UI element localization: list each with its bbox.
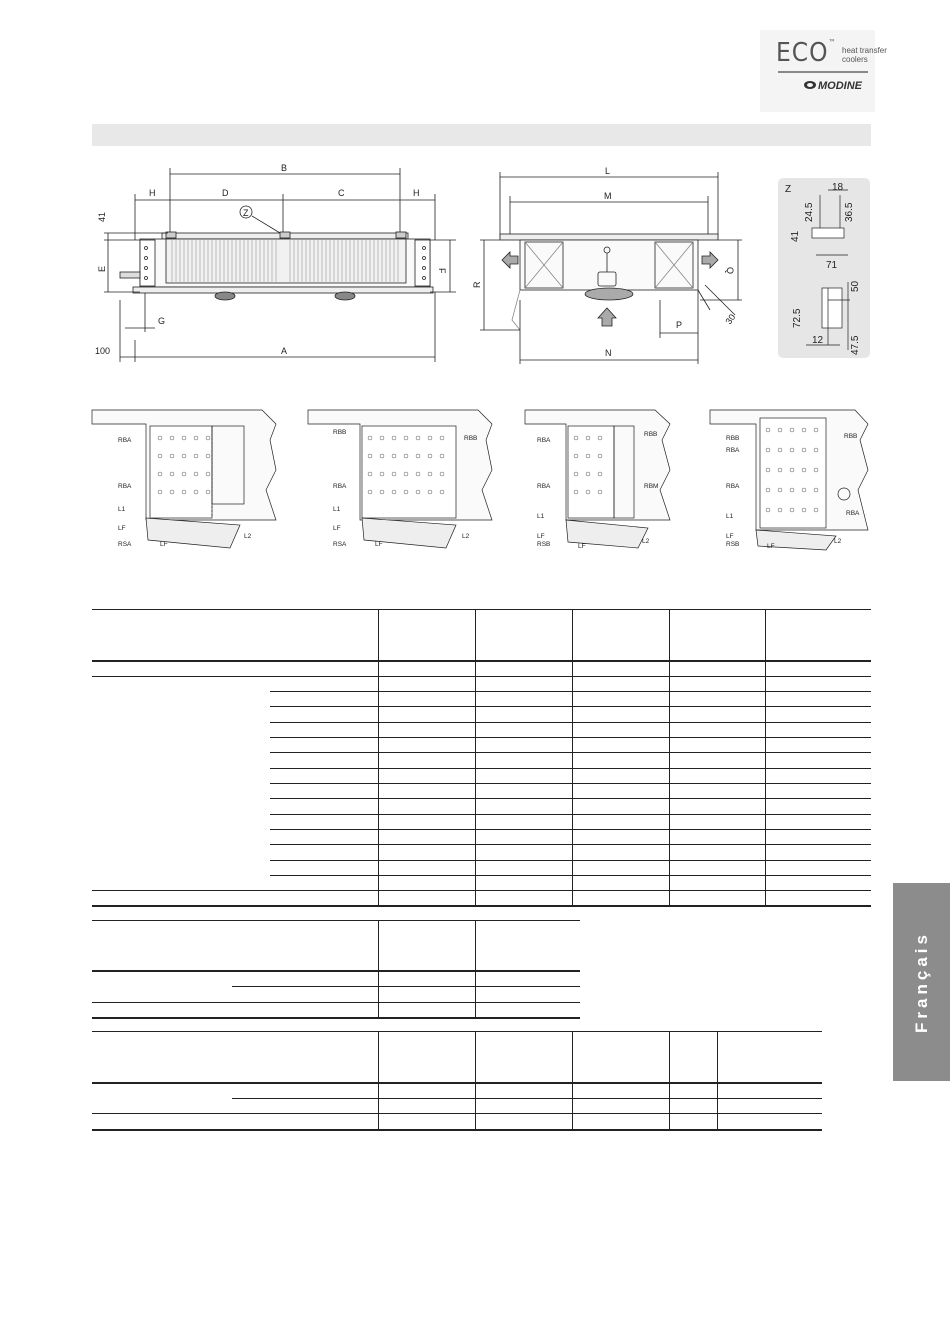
- install-2-label-6: RSA: [333, 541, 347, 548]
- dim-p-label: P: [676, 320, 683, 330]
- install-4-label-9: LF: [767, 543, 775, 550]
- install-2-label-3: RBA: [333, 483, 347, 490]
- dim-41-detail-label: 41: [790, 230, 801, 242]
- dim-d-label: D: [222, 188, 229, 198]
- dim-e-label: E: [97, 265, 107, 272]
- install-3-label-2: RBB: [644, 431, 658, 438]
- dim-h-left-label: H: [149, 188, 156, 198]
- install-3-label-1: RBA: [537, 437, 551, 444]
- table1-row-rule: [92, 676, 871, 677]
- dim-100-label: 100: [95, 346, 111, 356]
- table3-row-rule: [92, 1113, 822, 1114]
- table1-row-rule: [270, 722, 871, 723]
- install-4-label-6: L1: [726, 513, 734, 520]
- logo-subtitle: heat transfer coolers: [842, 46, 887, 64]
- table3-col-rule: [572, 1031, 573, 1130]
- install-2-label-2: RBB: [464, 435, 478, 442]
- install-1-label-5: RSA: [118, 541, 132, 548]
- dim-l-label: L: [605, 166, 611, 176]
- install-4-label-8: RSB: [726, 541, 740, 548]
- table3-header-rule: [92, 1082, 822, 1084]
- table2-bottom-rule: [92, 1017, 580, 1019]
- table2-row-rule: [92, 1002, 580, 1003]
- dim-a-label: A: [281, 346, 288, 356]
- install-4-label-7: LF: [726, 533, 734, 540]
- detail-z-marker: Z: [243, 208, 249, 218]
- install-2-label-4: L1: [333, 506, 341, 513]
- install-3-label-5: L1: [537, 513, 545, 520]
- install-3-label-4: RBM: [644, 483, 659, 490]
- dim-g-label: G: [158, 316, 166, 326]
- dim-12-label: 12: [812, 335, 824, 346]
- table1-col-rule: [669, 609, 670, 906]
- detail-z-labels: [785, 182, 861, 355]
- table2-top-rule: [92, 920, 580, 921]
- install-view-4: [710, 410, 868, 550]
- install-1-label-1: RBA: [118, 437, 132, 444]
- table3-col-rule: [669, 1031, 670, 1130]
- table3-row-rule: [232, 1098, 822, 1099]
- table1-top-rule: [92, 609, 871, 610]
- table1-row-rule: [270, 737, 871, 738]
- install-1-label-4: LF: [118, 525, 126, 532]
- dim-71-label: 71: [826, 260, 838, 271]
- install-2-label-5: LF: [333, 525, 341, 532]
- table2-col-rule: [378, 920, 379, 1018]
- dim-30-label: 30: [723, 312, 738, 327]
- table3-col-rule: [475, 1031, 476, 1130]
- table1-col-rule: [765, 609, 766, 906]
- install-3-label-6: LF: [537, 533, 545, 540]
- install-4-label-1: RBB: [726, 435, 740, 442]
- dim-24-5-label: 24.5: [804, 202, 815, 222]
- install-4-label-5: RBA: [846, 510, 860, 517]
- table2-row-rule: [232, 986, 580, 987]
- install-1-label-7: L2: [244, 533, 252, 540]
- dim-q-label: Q: [725, 267, 735, 275]
- table2-header-rule: [92, 970, 580, 972]
- install-4-label-2: RBB: [844, 433, 858, 440]
- dim-c-label: C: [338, 188, 345, 198]
- logo-eco: ECO™: [776, 38, 837, 68]
- table2-col-rule: [475, 920, 476, 1018]
- dim-h-right-label: H: [413, 188, 420, 198]
- install-4-label-3: RBA: [726, 447, 740, 454]
- table3-bottom-rule: [92, 1129, 822, 1131]
- dim-47-5-label: 47.5: [850, 335, 861, 355]
- dim-36-5-label: 36.5: [844, 202, 855, 222]
- language-tab-label: Français: [911, 931, 931, 1033]
- dim-f-label: F: [437, 268, 447, 274]
- install-1-label-2: RBA: [118, 483, 132, 490]
- table3-col-rule: [717, 1031, 718, 1130]
- install-2-label-8: L2: [462, 533, 470, 540]
- table1-bottom-rule: [92, 905, 871, 907]
- table1-row-rule: [270, 768, 871, 769]
- dim-18-label: 18: [832, 182, 844, 193]
- install-3-label-3: RBA: [537, 483, 551, 490]
- dim-m-label: M: [604, 191, 612, 201]
- language-tab-label-wrap: [893, 883, 950, 1081]
- install-3-label-7: RSB: [537, 541, 551, 548]
- table1-row-rule: [270, 752, 871, 753]
- installation-views: [92, 410, 868, 550]
- table3-col-rule: [378, 1031, 379, 1130]
- table1-col-rule: [572, 609, 573, 906]
- technical-drawings: [0, 0, 950, 600]
- install-2-label-1: RBB: [333, 429, 347, 436]
- table1-row-rule: [270, 860, 871, 861]
- front-view-drawing: [104, 168, 456, 362]
- table1-col-rule: [475, 609, 476, 906]
- detail-z-title: Z: [785, 184, 792, 195]
- dim-r-label: R: [472, 281, 482, 288]
- table1-header-rule: [92, 660, 871, 662]
- install-1-label-6: LF: [160, 541, 168, 548]
- install-3-label-9: L2: [642, 538, 650, 545]
- table1-col-rule: [378, 609, 379, 906]
- table1-row-rule: [270, 844, 871, 845]
- table3-top-rule: [92, 1031, 822, 1032]
- logo-maker: MODINE: [818, 80, 862, 92]
- dim-72-5-label: 72.5: [792, 308, 803, 328]
- table1-row-rule: [270, 829, 871, 830]
- dim-b-label: B: [281, 163, 288, 173]
- table1-row-rule: [270, 783, 871, 784]
- install-2-label-7: LF: [375, 541, 383, 548]
- install-4-label-4: RBA: [726, 483, 740, 490]
- dim-41-label: 41: [97, 211, 107, 222]
- table1-row-rule: [270, 875, 871, 876]
- dim-50-label: 50: [850, 280, 861, 292]
- install-3-label-8: LF: [578, 543, 586, 550]
- table1-row-rule: [92, 890, 871, 891]
- table1-row-rule: [270, 691, 871, 692]
- table1-row-rule: [270, 798, 871, 799]
- table1-row-rule: [270, 814, 871, 815]
- install-1-label-3: L1: [118, 506, 126, 513]
- install-4-label-10: L2: [834, 538, 842, 545]
- table1-row-rule: [270, 706, 871, 707]
- dim-n-label: N: [605, 348, 612, 358]
